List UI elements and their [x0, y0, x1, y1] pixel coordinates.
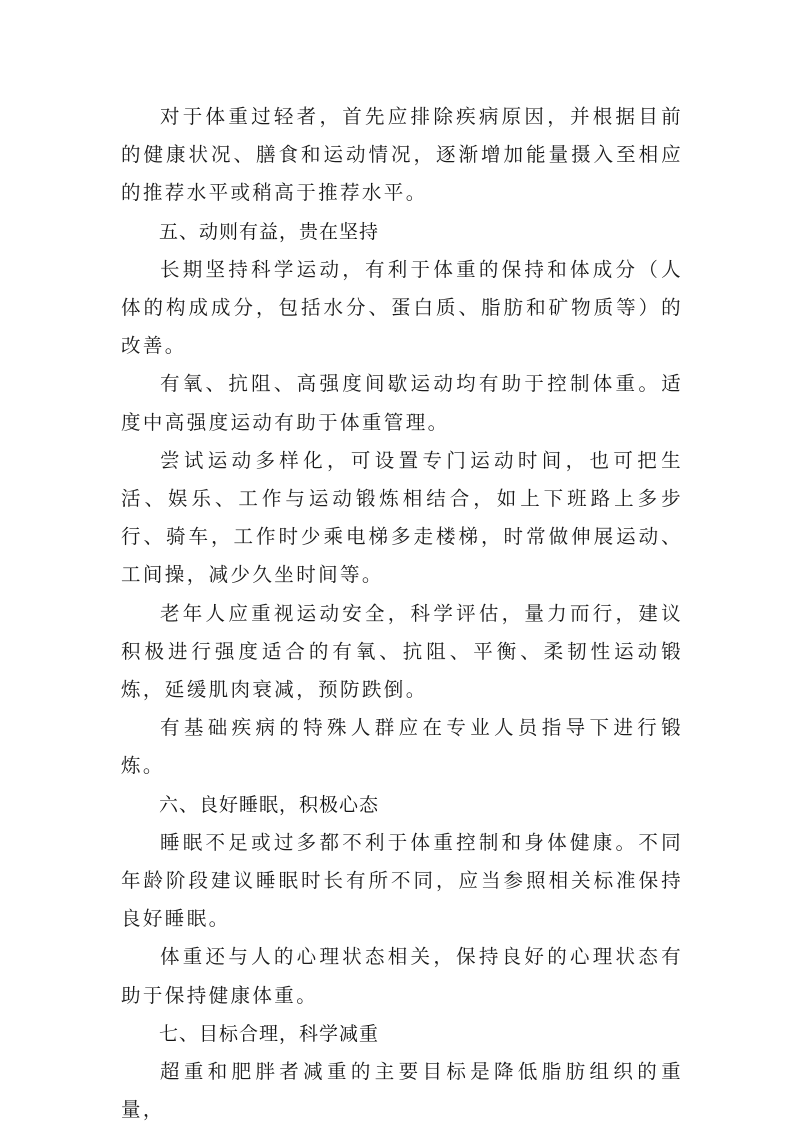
paragraph-elderly-exercise: 老年人应重视运动安全，科学评估，量力而行，建议积极进行强度适合的有氧、抗阻、平衡、柔韧性运动锻炼，延缓肌肉衰减，预防跌倒。	[121, 601, 683, 702]
document-body	[121, 98, 683, 1129]
paragraph-long-term-exercise: 长期坚持科学运动，有利于体重的保持和体成分（人体的构成成分，包括水分、蛋白质、脂肪和矿物质等）的改善。	[121, 257, 683, 358]
section-heading-5: 五、动则有益，贵在坚持	[159, 220, 380, 243]
paragraph-weight-loss-goal: 超重和肥胖者减重的主要目标是降低脂肪组织的重量，	[121, 1060, 683, 1122]
section-heading-7: 七、目标合理，科学减重	[159, 1022, 380, 1045]
paragraph-mental-state: 体重还与人的心理状态相关，保持良好的心理状态有助于保持健康体重。	[121, 945, 683, 1007]
paragraph-special-groups: 有基础疾病的特殊人群应在专业人员指导下进行锻炼。	[121, 716, 683, 778]
section-heading-6: 六、良好睡眠，积极心态	[159, 793, 380, 816]
paragraph-underweight: 对于体重过轻者，首先应排除疾病原因，并根据目前的健康状况、膳食和运动情况，逐渐增加能量摄入至相应的推荐水平或稍高于推荐水平。	[121, 105, 683, 205]
paragraph-exercise-variety: 尝试运动多样化，可设置专门运动时间，也可把生活、娱乐、工作与运动锻炼相结合，如上下班路上多步行、骑车，工作时少乘电梯多走楼梯，时常做伸展运动、工间操，减少久坐时间等。	[121, 448, 683, 587]
paragraph-sleep: 睡眠不足或过多都不利于体重控制和身体健康。不同年龄阶段建议睡眠时长有所不同，应当参照相关标准保持良好睡眠。	[121, 830, 683, 931]
paragraph-exercise-types: 有氧、抗阻、高强度间歇运动均有助于控制体重。适度中高强度运动有助于体重管理。	[121, 372, 683, 434]
